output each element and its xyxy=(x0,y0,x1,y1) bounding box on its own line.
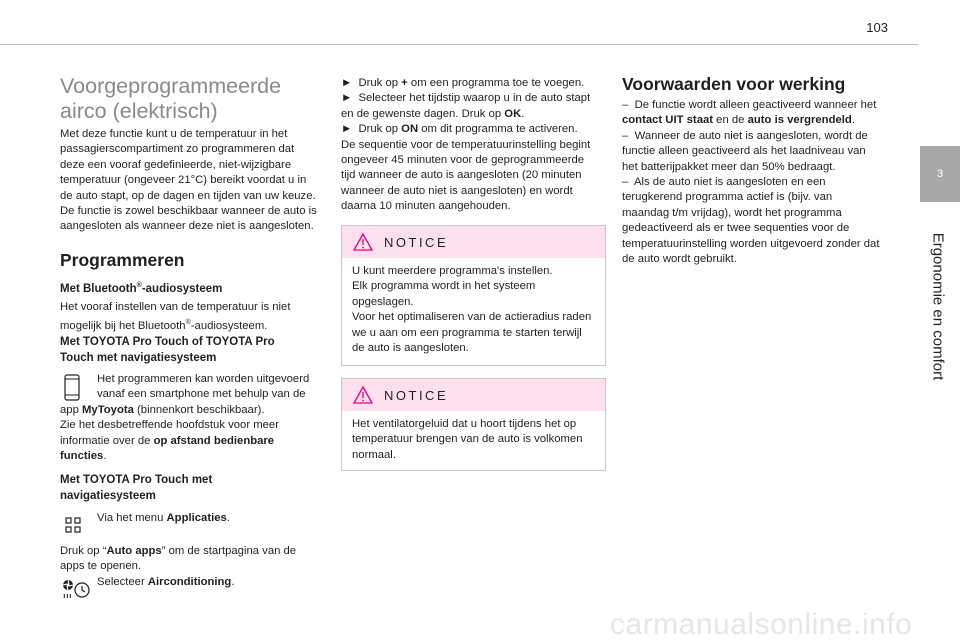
condition-3 xyxy=(622,175,892,190)
sequence-line: ongeveer 45 minuten voor de geprogrammeerde xyxy=(341,154,585,167)
intro-line: aangesloten als wanneer deze niet is aangesloten. xyxy=(60,220,314,233)
apps-text: . xyxy=(226,512,230,524)
apps-text: Via het menu xyxy=(97,512,167,524)
condition-text: en de xyxy=(713,114,748,127)
step-text: en de gewenste dagen. Druk op xyxy=(341,107,505,120)
notice-line: normaal. xyxy=(352,448,396,461)
chapter-number: 3 xyxy=(936,168,944,180)
sequence-line: tijd wanneer de auto is aangesloten (20 minuten xyxy=(341,169,582,182)
page-title: Voorgeprogrammeerde airco (elektrisch) xyxy=(60,74,282,123)
toyota-nav-heading-line: Touch met navigatiesysteem xyxy=(60,351,217,364)
warning-triangle-icon xyxy=(352,232,374,252)
airco-text: Selecteer xyxy=(97,576,148,588)
notice-body xyxy=(342,258,605,362)
notice-line: we u aan om een programma te starten terwijl xyxy=(352,326,582,339)
car-locked-text: auto is vergrendeld xyxy=(747,114,852,127)
condition-text: . xyxy=(851,114,855,127)
remote-functions-link-text: functies xyxy=(60,450,104,463)
dash-bullet: – xyxy=(622,129,629,142)
intro-line: Met deze functie kunt u de temperatuur in het xyxy=(60,128,288,140)
airco-text: . xyxy=(231,576,235,588)
touch-nav-heading xyxy=(60,473,330,504)
touch-nav-heading-line: navigatiesysteem xyxy=(60,489,156,502)
step-text: om dit programma te activeren. xyxy=(418,123,578,136)
condition-line: temperatuurinstelling worden uitgevoerd zonder dat xyxy=(622,237,880,250)
condition-1-continued xyxy=(622,113,892,128)
step-2-continued xyxy=(341,107,606,122)
condition-line: functie alleen geactiveerd als het laadniveau van xyxy=(622,145,866,158)
smartphone-line: Zie het desbetreffende hoofdstuk voor meer xyxy=(60,419,279,432)
watermark: carmanualsonline.info xyxy=(610,608,913,640)
notice-label: NOTICE xyxy=(384,234,449,250)
step-text: om een programma toe te voegen. xyxy=(407,77,585,89)
conditions-heading: Voorwaarden voor werking xyxy=(622,74,846,94)
mytoyota-app-name: MyToyota xyxy=(82,403,134,416)
druk-text: Druk op “ xyxy=(60,545,107,557)
intro-line: passagierscompartiment zo programmeren dat xyxy=(60,143,295,156)
dash-bullet: – xyxy=(622,99,629,111)
condition-text: Als de auto niet is aangesloten en een xyxy=(633,176,826,189)
druk-line xyxy=(60,544,330,559)
contact-off-text: contact UIT staat xyxy=(622,114,714,127)
page-number: 103 xyxy=(866,20,888,35)
arrow-bullet-icon: ► xyxy=(341,77,353,89)
condition-text: Wanneer de auto niet is aangesloten, wordt de xyxy=(634,129,868,142)
smartphone-line: vanaf een smartphone met behulp van de xyxy=(97,388,306,401)
smartphone-line xyxy=(60,434,330,449)
apps-grid-icon xyxy=(64,516,84,536)
notice-line: U kunt meerdere programma's instellen. xyxy=(352,265,553,277)
intro-line: de auto stapt, op de dagen en tijden van uw keuze. xyxy=(60,189,316,202)
intro-paragraph xyxy=(60,127,330,235)
condition-line: het batterijpakket meer dan 50% bedraagt. xyxy=(622,160,836,173)
notice-line: Het ventilatorgeluid dat u hoort tijdens het op xyxy=(352,418,577,430)
notice-line: de auto is aangesloten. xyxy=(352,342,469,355)
smartphone-text: app xyxy=(60,403,82,416)
conditions-list xyxy=(622,98,892,267)
chapter-tab xyxy=(920,146,960,202)
druk-text: ” om de startpagina van de xyxy=(161,545,297,557)
steps-paragraph xyxy=(341,76,606,215)
notice-header xyxy=(342,226,605,258)
smartphone-text: (binnenkort beschikbaar). xyxy=(133,403,265,416)
step-3 xyxy=(341,122,606,137)
notice-line: temperatuur brengen van de auto is volkomen xyxy=(352,433,583,446)
applicaties-menu-name: Applicaties xyxy=(166,512,227,524)
notice-line: Elk programma wordt in het systeem xyxy=(352,280,536,293)
sequence-line: De sequentie voor de temperatuurinstelling begint xyxy=(341,138,591,151)
intro-line: deze een vooraf gedefinieerde, niet-wijzigbare xyxy=(60,158,292,171)
smartphone-paragraph xyxy=(60,372,330,464)
druk-paragraph xyxy=(60,544,330,575)
bluetooth-heading-suffix: -audiosysteem xyxy=(141,282,223,295)
arrow-bullet-icon: ► xyxy=(341,123,353,136)
notice-body xyxy=(342,411,605,469)
bluetooth-heading-text: Met Bluetooth xyxy=(60,282,137,295)
smartphone-text: informatie over de xyxy=(60,434,154,447)
condition-line: gedeactiveerd als er twee sequenties voor de xyxy=(622,222,850,235)
notice-box-2 xyxy=(341,378,606,471)
smartphone-line xyxy=(60,403,330,418)
bluetooth-line xyxy=(60,315,330,334)
registered-mark: ® xyxy=(185,319,191,327)
sequence-line: daarna 10 minuten aangehouden. xyxy=(341,200,511,213)
apps-line xyxy=(97,511,332,526)
intro-line: temperatuur (ongeveer 21°C) bereikt voordat u in xyxy=(60,174,307,187)
smartphone-line xyxy=(60,449,330,464)
airco-line xyxy=(97,575,332,590)
smartphone-line: Het programmeren kan worden uitgevoerd xyxy=(97,373,310,385)
bluetooth-line: Het vooraf instellen van de temperatuur is niet xyxy=(60,301,291,313)
registered-mark: ® xyxy=(136,282,142,289)
toyota-nav-heading xyxy=(60,335,330,366)
condition-line: terugkerend programma actief is (bijv. van xyxy=(622,191,833,204)
bluetooth-text-suffix: -audiosysteem. xyxy=(190,320,268,333)
dash-bullet: – xyxy=(622,176,629,189)
condition-line: de auto wordt gebruikt. xyxy=(622,253,737,266)
notice-label: NOTICE xyxy=(384,387,449,403)
druk-line: apps te openen. xyxy=(60,560,142,573)
notice-line: opgeslagen. xyxy=(352,295,414,308)
smartphone-text: . xyxy=(103,450,107,463)
header-rule xyxy=(0,44,918,45)
notice-box-1 xyxy=(341,225,606,366)
step-text: . xyxy=(521,107,525,120)
bluetooth-heading xyxy=(60,278,222,297)
warning-triangle-icon xyxy=(352,385,374,405)
air-conditioning-clock-icon xyxy=(60,576,92,602)
step-text: Druk op xyxy=(358,123,402,136)
bluetooth-text: mogelijk bij het Bluetooth xyxy=(60,320,186,333)
plus-key: + xyxy=(401,77,408,89)
chapter-title xyxy=(918,206,958,406)
notice-header xyxy=(342,379,605,411)
on-key: ON xyxy=(401,123,419,136)
sequence-line: wanneer de auto niet is aangesloten) en wordt xyxy=(341,184,573,197)
condition-text: De functie wordt alleen geactiveerd wanneer het xyxy=(634,99,877,111)
bluetooth-paragraph xyxy=(60,300,330,335)
condition-2 xyxy=(622,129,892,144)
toyota-nav-heading-line: Met TOYOTA Pro Touch of TOYOTA Pro xyxy=(60,336,275,348)
notice-line: Voor het optimaliseren van de actieradius raden xyxy=(352,311,592,324)
remote-functions-link-text: op afstand bedienbare xyxy=(153,434,275,447)
auto-apps-name: Auto apps xyxy=(106,545,162,557)
arrow-bullet-icon: ► xyxy=(341,92,353,105)
airconditioning-menu-name: Airconditioning xyxy=(147,576,232,588)
intro-line: De functie is zowel beschikbaar wanneer de auto is xyxy=(60,205,317,218)
step-1 xyxy=(341,76,606,91)
chapter-title-text: Ergonomie en comfort xyxy=(929,232,947,380)
step-text: Druk op xyxy=(358,77,402,89)
ok-key: OK xyxy=(504,107,522,120)
condition-1 xyxy=(622,98,892,113)
programmeren-heading: Programmeren xyxy=(60,250,185,270)
condition-line: maandag t/m vrijdag), wordt het programma xyxy=(622,206,842,219)
touch-nav-heading-line: Met TOYOTA Pro Touch met xyxy=(60,474,213,486)
step-2 xyxy=(341,91,606,106)
step-text: Selecteer het tijdstip waarop u in de auto stapt xyxy=(358,92,591,105)
